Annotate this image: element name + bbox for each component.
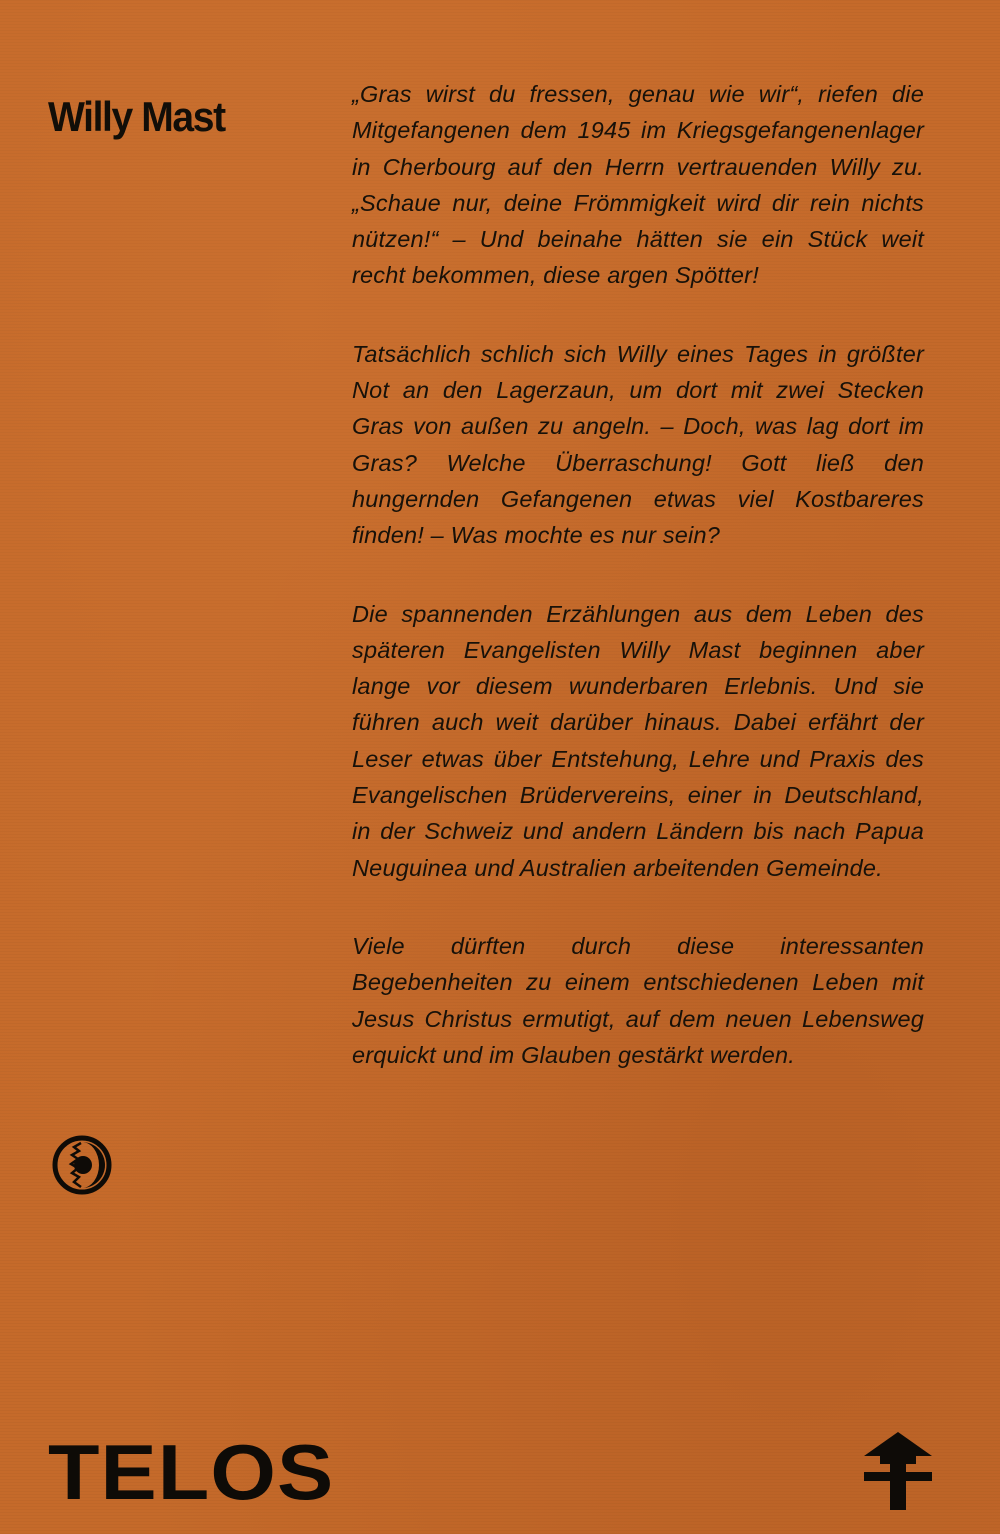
- blurb-paragraph: „Gras wirst du fressen, genau wie wir“, riefen die Mitgefangenen dem 1945 im Kriegsgefangenenlager in Cherbourg auf den Herrn vertrauenden Willy zu. „Schaue nur, deine Frömmigkeit wird dir rein nichts nützen!“ – Und beinahe hätten sie ein Stück weit recht bekommen, diese argen Spötter!: [352, 81, 924, 289]
- blurb-paragraph: Viele dürften durch diese interessanten Begebenheiten zu einem entschiedenen Leben mit Jesus Christus ermutigt, auf dem neuen Lebensweg erquickt und im Glauben gestärkt werden.: [352, 932, 924, 1068]
- blurb-paragraph: Die spannenden Erzählungen aus dem Leben des späteren Evangelisten Willy Mast beginnen aber lange vor diesem wunderbaren Erlebnis. Und sie führen auch weit darüber hinaus. Dabei erfährt der Leser etwas über Entstehung, Lehre und Praxis des Evangelischen Brüdervereins, einer in Deutschland, in der Schweiz und andern Ländern bis nach Papua Neuguinea und Australien arbeitenden Gemeinde.: [352, 600, 924, 881]
- author-name: Willy Mast: [48, 93, 225, 140]
- blurb-paragraph: Tatsächlich schlich sich Willy eines Tages in größter Not an den Lagerzaun, um dort mit zwei Stecken Gras von außen zu angeln. – Doch, was lag dort im Gras? Welche Überraschung! Gott ließ den hungernden Gefangenen etwas viel Kostbareres finden! – Was mochte es nur sein?: [352, 340, 924, 549]
- telos-tree-icon: [862, 1430, 934, 1512]
- publisher-logo: TELOS: [48, 1428, 335, 1516]
- crescent-sun-icon: [50, 1133, 114, 1197]
- blurb-text: [352, 76, 924, 1115]
